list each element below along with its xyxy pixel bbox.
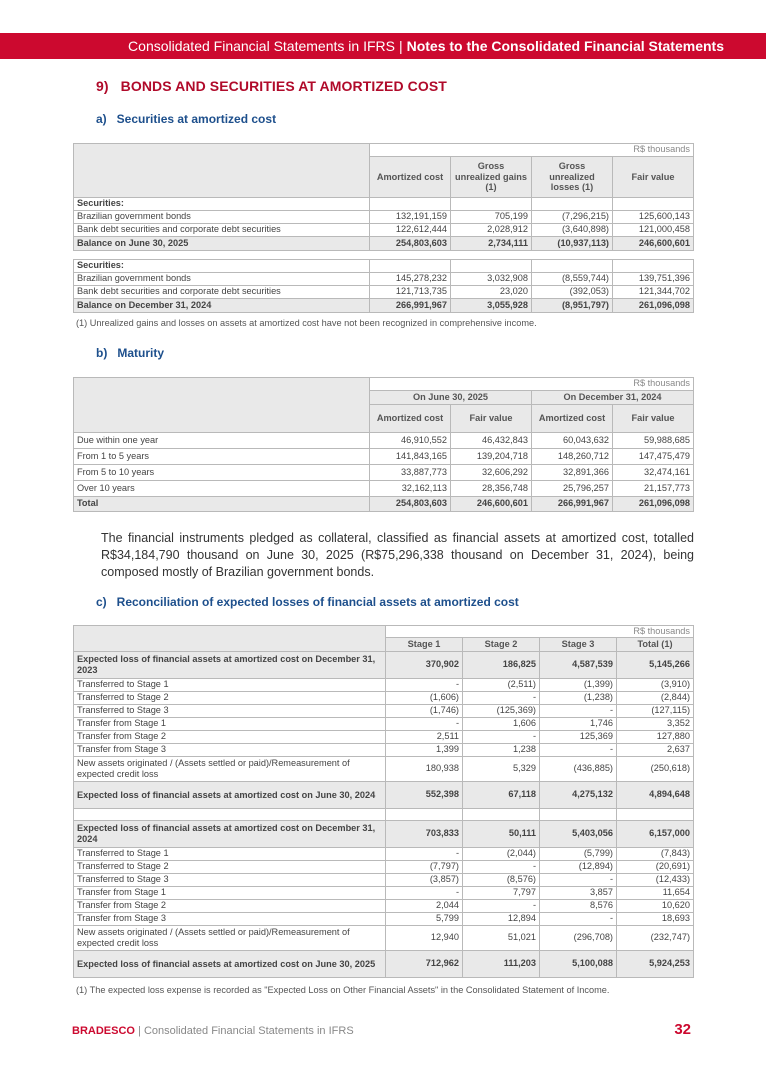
unit-label: R$ thousands [370, 144, 694, 157]
table-row: New assets originated / (Assets settled or paid)/Remeasurement of expected credit loss 12,940 51,021 (296,708) (232,747) [74, 926, 694, 951]
document-title: Consolidated Financial Statements in IFRS [128, 38, 395, 54]
column-header: Total (1) [617, 638, 694, 652]
securities-table [73, 143, 694, 313]
opening-balance-row: Expected loss of financial assets at amortized cost on December 31, 2024 703,833 50,111 5,403,056 6,157,000 [74, 821, 694, 848]
column-header: Gross unrealized losses (1) [532, 157, 613, 198]
heading-securities-at-amortized-cost: a) Securities at amortized cost [96, 112, 277, 126]
table-row: Over 10 years 32,162,113 28,356,748 25,796,257 21,157,773 [74, 481, 694, 497]
table-row: Transferred to Stage 3 (1,746) (125,369) - (127,115) [74, 705, 694, 718]
table-row: Transfer from Stage 3 5,799 12,894 - 18,693 [74, 913, 694, 926]
table-row: Bank debt securities and corporate debt securities 121,713,735 23,020 (392,053) 121,344,702 [74, 286, 694, 299]
total-row: Total 254,803,603 246,600,601 266,991,967 261,096,098 [74, 497, 694, 512]
row-label: Securities: [74, 260, 370, 273]
table-row: Transfer from Stage 2 2,511 - 125,369 127,880 [74, 731, 694, 744]
footnote: (1) Unrealized gains and losses on assets at amortized cost have not been recognized in comprehensive income. [76, 318, 537, 328]
table-row: New assets originated / (Assets settled or paid)/Remeasurement of expected credit loss 180,938 5,329 (436,885) (250,618) [74, 757, 694, 782]
table-row: Brazilian government bonds 145,278,232 3,032,908 (8,559,744) 139,751,396 [74, 273, 694, 286]
footer-separator: | [138, 1025, 141, 1037]
closing-balance-row: Expected loss of financial assets at amortized cost on June 30, 2024 552,398 67,118 4,275,132 4,894,648 [74, 782, 694, 809]
maturity-table [73, 377, 694, 512]
total-row: Balance on June 30, 2025 254,803,603 2,734,111 (10,937,113) 246,600,601 [74, 237, 694, 251]
footer-text: Consolidated Financial Statements in IFRS [143, 1025, 354, 1037]
total-row: Balance on December 31, 2024 266,991,967 3,055,928 (8,951,797) 261,096,098 [74, 299, 694, 313]
table-row: Transferred to Stage 3 (3,857) (8,576) - (12,433) [74, 874, 694, 887]
unit-label: R$ thousands [370, 378, 694, 391]
group-header: On June 30, 2025 [370, 391, 532, 405]
table-row: From 5 to 10 years 33,887,773 32,606,292 32,891,366 32,474,161 [74, 465, 694, 481]
table-row: Brazilian government bonds 132,191,159 705,199 (7,296,215) 125,600,143 [74, 211, 694, 224]
column-header: Fair value [451, 405, 532, 433]
note-title: 9) BONDS AND SECURITIES AT AMORTIZED COST [96, 78, 447, 94]
column-header: Amortized cost [532, 405, 613, 433]
table-row: Transferred to Stage 2 (7,797) - (12,894) (20,691) [74, 861, 694, 874]
column-header: Fair value [613, 157, 694, 198]
table-row: Transfer from Stage 2 2,044 - 8,576 10,620 [74, 900, 694, 913]
table-row: Transfer from Stage 3 1,399 1,238 - 2,637 [74, 744, 694, 757]
table-row: Transferred to Stage 1 - (2,511) (1,399) (3,910) [74, 679, 694, 692]
header-banner [0, 33, 766, 59]
row-label: Securities: [74, 198, 370, 211]
table-row: From 1 to 5 years 141,843,165 139,204,718 148,260,712 147,475,479 [74, 449, 694, 465]
header-separator: | [398, 38, 403, 54]
expected-loss-table [73, 625, 694, 978]
table-row: Transferred to Stage 2 (1,606) - (1,238) (2,844) [74, 692, 694, 705]
collateral-paragraph: The financial instruments pledged as collateral, classified as financial assets at amortized cost, totalled R$34,184,790 thousand on June 30, 2025 (R$75,296,338 thousand on December 31, 2024), being composed mostly of Brazilian government bonds. [101, 531, 694, 579]
table-row: Due within one year 46,910,552 46,432,843 60,043,632 59,988,685 [74, 433, 694, 449]
column-header: Gross unrealized gains (1) [451, 157, 532, 198]
unit-label: R$ thousands [386, 626, 694, 638]
brand-name: BRADESCO [72, 1025, 135, 1037]
table-row: Bank debt securities and corporate debt securities 122,612,444 2,028,912 (3,640,898) 121,000,458 [74, 224, 694, 237]
heading-expected-losses-reconciliation: c) Reconciliation of expected losses of financial assets at amortized cost [96, 595, 519, 609]
column-header: Stage 3 [540, 638, 617, 652]
column-header: Amortized cost [370, 405, 451, 433]
closing-balance-row: Expected loss of financial assets at amortized cost on June 30, 2025 712,962 111,203 5,100,088 5,924,253 [74, 951, 694, 978]
section-title: Notes to the Consolidated Financial Statements [406, 38, 724, 54]
column-header: Stage 1 [386, 638, 463, 652]
opening-balance-row: Expected loss of financial assets at amortized cost on December 31, 2023 370,902 186,825 4,587,539 5,145,266 [74, 652, 694, 679]
column-header: Stage 2 [463, 638, 540, 652]
footer [72, 1025, 354, 1037]
column-header: Fair value [613, 405, 694, 433]
page-number: 32 [674, 1021, 691, 1038]
table-row: Transfer from Stage 1 - 1,606 1,746 3,352 [74, 718, 694, 731]
table-row: Transferred to Stage 1 - (2,044) (5,799) (7,843) [74, 848, 694, 861]
heading-maturity: b) Maturity [96, 346, 164, 360]
column-header: Amortized cost [370, 157, 451, 198]
group-header: On December 31, 2024 [532, 391, 694, 405]
table-row: Transfer from Stage 1 - 7,797 3,857 11,654 [74, 887, 694, 900]
footnote: (1) The expected loss expense is recorded as "Expected Loss on Other Financial Assets" in the Consolidated Statement of Income. [76, 985, 610, 995]
